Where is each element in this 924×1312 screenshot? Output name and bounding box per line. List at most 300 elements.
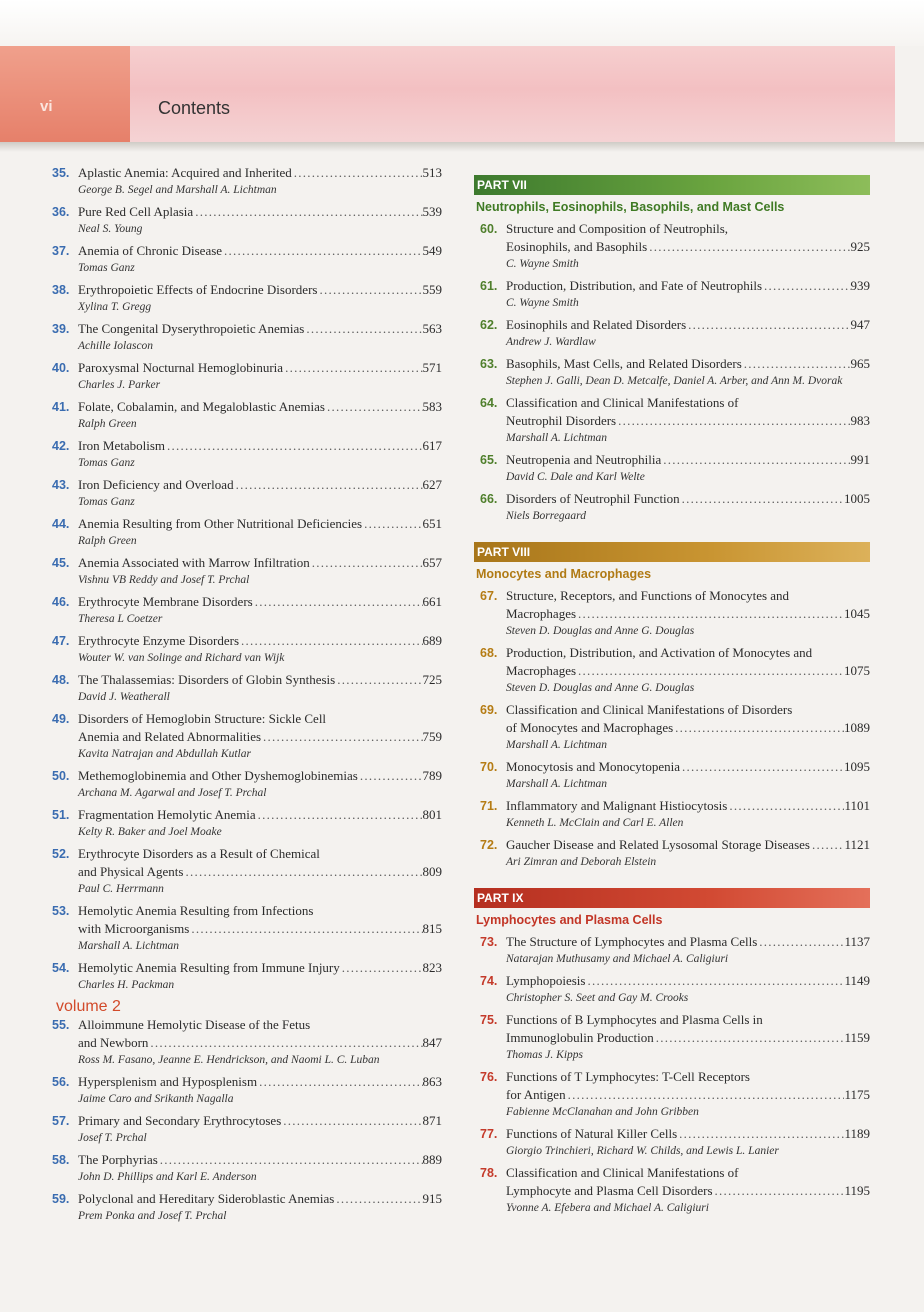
page-header xyxy=(0,46,895,142)
toc-entry-body xyxy=(506,972,870,1006)
chapter-title-line xyxy=(78,671,442,689)
toc-entry-body xyxy=(506,316,870,350)
chapter-authors: Prem Ponka and Josef T. Prchal xyxy=(78,1210,227,1222)
part-title: Monocytes and Macrophages xyxy=(476,567,652,581)
chapter-title-line xyxy=(78,476,442,494)
toc-entry xyxy=(52,593,442,627)
chapter-title: Aplastic Anemia: Acquired and Inherited xyxy=(78,165,292,180)
chapter-title: of Monocytes and Macrophages xyxy=(506,720,674,735)
chapter-title-line xyxy=(78,203,442,221)
page-number: 661 xyxy=(422,594,442,609)
page-number: 513 xyxy=(422,165,442,180)
page-number: 871 xyxy=(422,1113,442,1128)
chapter-authors: Theresa L Coetzer xyxy=(78,613,163,625)
toc-entry xyxy=(480,220,870,272)
chapter-title: Disorders of Neutrophil Function xyxy=(506,491,680,506)
dot-leader xyxy=(148,1034,422,1052)
toc-entry xyxy=(480,933,870,967)
chapter-title-line xyxy=(506,1086,870,1104)
dot-leader xyxy=(165,437,422,455)
toc-entry-body xyxy=(506,1125,870,1159)
page-number: 925 xyxy=(850,239,870,254)
page-number: 563 xyxy=(422,321,442,336)
toc-entry-body xyxy=(506,797,870,831)
page-number: 991 xyxy=(850,452,870,467)
chapter-number: 38. xyxy=(52,283,70,297)
toc-entry xyxy=(480,1164,870,1216)
part-entries xyxy=(474,220,870,524)
chapter-title-line xyxy=(506,719,870,737)
chapter-title: Lymphopoiesis xyxy=(506,973,586,988)
toc-entry-body xyxy=(78,164,442,198)
dot-leader xyxy=(310,554,423,572)
toc-entry xyxy=(52,1151,442,1185)
toc-entry-body xyxy=(78,806,442,840)
page-number: 1075 xyxy=(844,663,870,678)
chapter-number: 42. xyxy=(52,439,70,453)
chapter-title: Production, Distribution, and Activation of Monocytes and xyxy=(506,645,813,660)
chapter-authors: Marshall A. Lichtman xyxy=(506,739,608,751)
chapter-title: and Physical Agents xyxy=(78,864,184,879)
chapter-number: 77. xyxy=(480,1127,498,1141)
page-number: 1005 xyxy=(844,491,870,506)
toc-entry xyxy=(480,394,870,446)
dot-leader xyxy=(281,1112,422,1130)
toc-entry-body xyxy=(78,710,442,762)
chapter-title: Pure Red Cell Aplasia xyxy=(78,204,194,219)
chapter-authors: Marshall A. Lichtman xyxy=(506,778,608,790)
chapter-authors: Ross M. Fasano, Jeanne E. Hendrickson, and Naomi L. C. Luban xyxy=(78,1054,380,1066)
chapter-authors: Marshall A. Lichtman xyxy=(506,432,608,444)
chapter-title-line xyxy=(506,220,870,238)
chapter-title-line xyxy=(506,701,870,719)
chapter-title: Inflammatory and Malignant Histiocytosis xyxy=(506,798,728,813)
dot-leader xyxy=(680,758,844,776)
chapter-title-line xyxy=(78,959,442,977)
page-number: 1159 xyxy=(844,1030,870,1045)
chapter-number: 49. xyxy=(52,712,70,726)
toc-entry xyxy=(480,1011,870,1063)
toc-entry-body xyxy=(506,758,870,792)
dot-leader xyxy=(810,836,845,854)
chapter-number: 47. xyxy=(52,634,70,648)
chapter-title-line xyxy=(506,316,870,334)
left-column xyxy=(52,164,442,1229)
toc-entry-body xyxy=(506,355,870,389)
toc-entry xyxy=(52,671,442,705)
dot-leader xyxy=(647,238,850,256)
page-title: Contents xyxy=(158,98,231,118)
chapter-number: 46. xyxy=(52,595,70,609)
chapter-authors: Kenneth L. McClain and Carl E. Allen xyxy=(506,817,684,829)
chapter-number: 78. xyxy=(480,1166,498,1180)
page-number: 583 xyxy=(422,399,442,414)
chapter-number: 51. xyxy=(52,808,70,822)
chapter-title: Structure and Composition of Neutrophils, xyxy=(506,221,729,236)
dot-leader xyxy=(234,476,423,494)
chapter-title-line xyxy=(78,242,442,260)
chapter-number: 43. xyxy=(52,478,70,492)
chapter-title-line xyxy=(78,728,442,746)
chapter-number: 54. xyxy=(52,961,70,975)
toc-entry-body xyxy=(78,437,442,471)
chapter-title: Production, Distribution, and Fate of Neutrophils xyxy=(506,278,763,293)
dot-leader xyxy=(292,164,423,182)
page-number: 915 xyxy=(422,1191,442,1206)
chapter-authors: David C. Dale and Karl Welte xyxy=(506,471,645,483)
chapter-title: Monocytosis and Monocytopenia xyxy=(506,759,681,774)
chapter-number: 75. xyxy=(480,1013,498,1027)
page-number: 1175 xyxy=(844,1087,870,1102)
chapter-title-line xyxy=(78,1073,442,1091)
part-viii xyxy=(474,542,870,870)
chapter-authors: Stephen J. Galli, Dean D. Metcalfe, Daniel A. Arber, and Ann M. Dvorak xyxy=(506,375,843,387)
page-number: 1137 xyxy=(844,934,870,949)
page-number: 689 xyxy=(422,633,442,648)
chapter-authors: Achille Iolascon xyxy=(78,340,154,352)
chapter-authors: Tomas Ganz xyxy=(78,457,135,469)
toc-entry xyxy=(52,1112,442,1146)
chapter-title-line xyxy=(78,359,442,377)
chapter-title: Immunoglobulin Production xyxy=(506,1030,654,1045)
chapter-title-line xyxy=(78,1190,442,1208)
chapter-number: 72. xyxy=(480,838,498,852)
chapter-title-line xyxy=(506,836,870,854)
page-number: 947 xyxy=(850,317,870,332)
chapter-title: Anemia of Chronic Disease xyxy=(78,243,223,258)
chapter-title-line xyxy=(506,644,870,662)
chapter-title: Functions of Natural Killer Cells xyxy=(506,1126,678,1141)
chapter-number: 64. xyxy=(480,396,498,410)
chapter-number: 74. xyxy=(480,974,498,988)
part-ix xyxy=(474,888,870,1216)
dot-leader xyxy=(304,320,422,338)
chapter-number: 37. xyxy=(52,244,70,258)
dot-leader xyxy=(762,277,850,295)
page-number: 1045 xyxy=(844,606,870,621)
chapter-title: Eosinophils, and Basophils xyxy=(506,239,648,254)
toc-entry xyxy=(52,845,442,897)
dot-leader xyxy=(334,1190,422,1208)
chapter-title-line xyxy=(78,902,442,920)
chapter-title-line xyxy=(506,933,870,951)
page-number: 815 xyxy=(422,921,442,936)
page-number: 571 xyxy=(422,360,442,375)
toc-entry-body xyxy=(78,359,442,393)
chapter-title-line xyxy=(506,412,870,430)
toc-entry xyxy=(480,701,870,753)
chapter-authors: Fabienne McClanahan and John Gribben xyxy=(506,1106,699,1118)
toc-entry-body xyxy=(506,1011,870,1063)
toc-entry-body xyxy=(78,1112,442,1146)
dot-leader xyxy=(257,1073,422,1091)
dot-leader xyxy=(686,316,850,334)
dot-leader xyxy=(661,451,850,469)
chapter-title: Erythrocyte Disorders as a Result of Chemical xyxy=(78,846,320,861)
chapter-title: Methemoglobinemia and Other Dyshemoglobinemias xyxy=(78,768,358,783)
page-number: 725 xyxy=(422,672,442,687)
chapter-title-line xyxy=(506,490,870,508)
dot-leader xyxy=(256,806,423,824)
dot-leader xyxy=(183,863,422,881)
chapter-title: Disorders of Hemoglobin Structure: Sickle Cell xyxy=(78,711,327,726)
dot-leader xyxy=(189,920,422,938)
chapter-number: 70. xyxy=(480,760,498,774)
chapter-authors: Kelty R. Baker and Joel Moake xyxy=(78,826,222,838)
chapter-authors: Steven D. Douglas and Anne G. Douglas xyxy=(506,682,695,694)
toc-entry xyxy=(480,972,870,1006)
page-number: 847 xyxy=(422,1035,442,1050)
chapter-authors: Natarajan Muthusamy and Michael A. Caligiuri xyxy=(506,953,729,965)
page-number: 759 xyxy=(422,729,442,744)
chapter-authors: Xylina T. Gregg xyxy=(78,301,152,313)
chapter-number: 59. xyxy=(52,1192,70,1206)
chapter-title-line xyxy=(506,394,870,412)
toc-entry xyxy=(52,554,442,588)
toc-entry xyxy=(480,277,870,311)
toc-entry xyxy=(52,320,442,354)
chapter-authors: George B. Segel and Marshall A. Lichtman xyxy=(78,184,277,196)
page-number: 1095 xyxy=(844,759,870,774)
chapter-title-line xyxy=(78,281,442,299)
toc-entry xyxy=(52,767,442,801)
page-number: 651 xyxy=(422,516,442,531)
toc-entry xyxy=(52,398,442,432)
chapter-title-line xyxy=(78,1112,442,1130)
chapter-authors: Tomas Ganz xyxy=(78,496,135,508)
toc-entry xyxy=(52,359,442,393)
chapter-authors: Andrew J. Wardlaw xyxy=(506,336,596,348)
toc-entry-body xyxy=(78,398,442,432)
chapter-authors: Paul C. Herrmann xyxy=(78,883,164,895)
chapter-title: Alloimmune Hemolytic Disease of the Fetus xyxy=(78,1017,311,1032)
dot-leader xyxy=(576,605,844,623)
toc-entry xyxy=(52,902,442,954)
chapter-title: Paroxysmal Nocturnal Hemoglobinuria xyxy=(78,360,284,375)
chapter-authors: Giorgio Trinchieri, Richard W. Childs, and Lewis L. Lanier xyxy=(506,1145,779,1157)
chapter-title-line xyxy=(506,662,870,680)
dot-leader xyxy=(673,719,844,737)
toc-list-volume-1 xyxy=(52,164,442,993)
part-entries xyxy=(474,587,870,870)
page-number: 1101 xyxy=(844,798,870,813)
chapter-authors: Josef T. Prchal xyxy=(78,1132,147,1144)
dot-leader xyxy=(713,1182,845,1200)
dot-leader xyxy=(362,515,422,533)
page-number: 559 xyxy=(422,282,442,297)
page-number: vi xyxy=(40,98,53,115)
toc-entry-body xyxy=(506,933,870,967)
chapter-title: Primary and Secondary Erythrocytoses xyxy=(78,1113,282,1128)
page-number: 1195 xyxy=(844,1183,870,1198)
chapter-title: Neutropenia and Neutrophilia xyxy=(506,452,662,467)
chapter-number: 76. xyxy=(480,1070,498,1084)
toc-entry xyxy=(52,242,442,276)
chapter-number: 44. xyxy=(52,517,70,531)
toc-entry-body xyxy=(506,1164,870,1216)
chapter-number: 71. xyxy=(480,799,498,813)
chapter-number: 73. xyxy=(480,935,498,949)
chapter-number: 66. xyxy=(480,492,498,506)
toc-entry-body xyxy=(78,554,442,588)
toc-entry-body xyxy=(78,767,442,801)
chapter-authors: Wouter W. van Solinge and Richard van Wijk xyxy=(78,652,285,664)
page-number: 939 xyxy=(850,278,870,293)
chapter-authors: David J. Weatherall xyxy=(78,691,170,703)
chapter-title-line xyxy=(506,797,870,815)
chapter-authors: Neal S. Young xyxy=(78,223,143,235)
toc-entry-body xyxy=(506,587,870,639)
toc-entry xyxy=(480,1068,870,1120)
toc-entry xyxy=(480,797,870,831)
chapter-authors: Marshall A. Lichtman xyxy=(78,940,180,952)
part-label: PART VII xyxy=(474,175,870,195)
chapter-title: Gaucher Disease and Related Lysosomal Storage Diseases xyxy=(506,837,810,852)
dot-leader xyxy=(576,662,844,680)
chapter-title-line xyxy=(506,451,870,469)
dot-leader xyxy=(239,632,422,650)
toc-entry-body xyxy=(78,1151,442,1185)
toc-entry-body xyxy=(78,1073,442,1107)
dot-leader xyxy=(283,359,422,377)
chapter-title-line xyxy=(78,767,442,785)
chapter-number: 58. xyxy=(52,1153,70,1167)
chapter-title-line xyxy=(506,355,870,373)
toc-entry-body xyxy=(78,320,442,354)
chapter-title: Erythrocyte Membrane Disorders xyxy=(78,594,253,609)
chapter-number: 35. xyxy=(52,166,70,180)
toc-entry xyxy=(480,836,870,870)
chapter-title-line xyxy=(78,710,442,728)
chapter-number: 52. xyxy=(52,847,70,861)
chapter-title: Functions of T Lymphocytes: T-Cell Receptors xyxy=(506,1069,750,1084)
chapter-title: Classification and Clinical Manifestations of xyxy=(506,395,739,410)
chapter-title-line xyxy=(78,1016,442,1034)
chapter-title: Structure, Receptors, and Functions of Monocytes and xyxy=(506,588,790,603)
chapter-number: 41. xyxy=(52,400,70,414)
chapter-authors: Kavita Natrajan and Abdullah Kutlar xyxy=(78,748,251,760)
chapter-title-line xyxy=(78,920,442,938)
right-column xyxy=(474,175,870,1234)
chapter-title-line xyxy=(78,164,442,182)
part-title: Lymphocytes and Plasma Cells xyxy=(476,913,663,927)
chapter-title: Anemia and Related Abnormalities xyxy=(78,729,262,744)
toc-entry xyxy=(52,959,442,993)
toc-entry-body xyxy=(78,242,442,276)
page-number: 627 xyxy=(422,477,442,492)
chapter-title: Polyclonal and Hereditary Sideroblastic Anemias xyxy=(78,1191,335,1206)
toc-entry xyxy=(52,1073,442,1107)
page-number: 823 xyxy=(422,960,442,975)
chapter-title-line xyxy=(506,1182,870,1200)
dot-leader xyxy=(335,671,422,689)
toc-entry-body xyxy=(506,490,870,524)
dot-leader xyxy=(158,1151,423,1169)
page-number: 549 xyxy=(422,243,442,258)
toc-entry-body xyxy=(506,836,870,870)
dot-leader xyxy=(222,242,422,260)
chapter-title: Eosinophils and Related Disorders xyxy=(506,317,687,332)
dot-leader xyxy=(358,767,423,785)
chapter-authors: Vishnu VB Reddy and Josef T. Prchal xyxy=(78,574,250,586)
chapter-title: and Newborn xyxy=(78,1035,149,1050)
dot-leader xyxy=(677,1125,844,1143)
chapter-number: 65. xyxy=(480,453,498,467)
part-title: Neutrophils, Eosinophils, Basophils, and Mast Cells xyxy=(476,200,785,214)
volume-label: volume 2 xyxy=(56,998,121,1015)
chapter-title-line xyxy=(506,238,870,256)
chapter-number: 45. xyxy=(52,556,70,570)
toc-entry xyxy=(480,758,870,792)
chapter-title-line xyxy=(506,587,870,605)
chapter-number: 48. xyxy=(52,673,70,687)
toc-entry xyxy=(480,1125,870,1159)
chapter-authors: Ari Zimran and Deborah Elstein xyxy=(506,856,657,868)
toc-entry-body xyxy=(78,1190,442,1224)
chapter-title: Hemolytic Anemia Resulting from Immune Injury xyxy=(78,960,340,975)
toc-entry-body xyxy=(78,632,442,666)
chapter-number: 61. xyxy=(480,279,498,293)
toc-entry xyxy=(52,632,442,666)
toc-entry xyxy=(52,164,442,198)
toc-entry-body xyxy=(506,701,870,753)
toc-entry xyxy=(52,1190,442,1224)
toc-entry xyxy=(480,644,870,696)
toc-entry-body xyxy=(78,281,442,315)
chapter-authors: Charles H. Packman xyxy=(78,979,175,991)
chapter-title: The Structure of Lymphocytes and Plasma Cells xyxy=(506,934,758,949)
dot-leader xyxy=(680,490,844,508)
chapter-title-line xyxy=(78,437,442,455)
part-entries xyxy=(474,933,870,1216)
chapter-title: Hemolytic Anemia Resulting from Infections xyxy=(78,903,314,918)
chapter-title: Anemia Resulting from Other Nutritional Deficiencies xyxy=(78,516,363,531)
chapter-number: 57. xyxy=(52,1114,70,1128)
chapter-authors: John D. Phillips and Karl E. Anderson xyxy=(78,1171,257,1183)
chapter-authors: Archana M. Agarwal and Josef T. Prchal xyxy=(78,787,267,799)
chapter-title: Basophils, Mast Cells, and Related Disorders xyxy=(506,356,742,371)
chapter-title-line xyxy=(506,1164,870,1182)
chapter-title-line xyxy=(78,1151,442,1169)
toc-entry-body xyxy=(506,394,870,446)
chapter-title: Iron Deficiency and Overload xyxy=(78,477,234,492)
dot-leader xyxy=(727,797,844,815)
chapter-title-line xyxy=(506,758,870,776)
chapter-title-line xyxy=(506,1068,870,1086)
toc-entry xyxy=(52,203,442,237)
chapter-title: Macrophages xyxy=(506,606,577,621)
toc-entry-body xyxy=(78,959,442,993)
chapter-title: Erythropoietic Effects of Endocrine Disorders xyxy=(78,282,318,297)
dot-leader xyxy=(325,398,423,416)
chapter-title: Neutrophil Disorders xyxy=(506,413,617,428)
chapter-title: Macrophages xyxy=(506,663,577,678)
toc-entry-body xyxy=(78,593,442,627)
toc-entry xyxy=(480,316,870,350)
toc-entry-body xyxy=(78,476,442,510)
chapter-title: Lymphocyte and Plasma Cell Disorders xyxy=(506,1183,713,1198)
toc-entry-body xyxy=(78,845,442,897)
chapter-authors: Niels Borregaard xyxy=(506,510,586,522)
page-edge xyxy=(0,0,924,46)
toc-entry xyxy=(480,451,870,485)
chapter-authors: C. Wayne Smith xyxy=(506,258,579,270)
chapter-authors: Jaime Caro and Srikanth Nagalla xyxy=(78,1093,234,1105)
chapter-title-line xyxy=(506,277,870,295)
chapter-title: Folate, Cobalamin, and Megaloblastic Anemias xyxy=(78,399,325,414)
chapter-title-line xyxy=(78,845,442,863)
dot-leader xyxy=(616,412,850,430)
